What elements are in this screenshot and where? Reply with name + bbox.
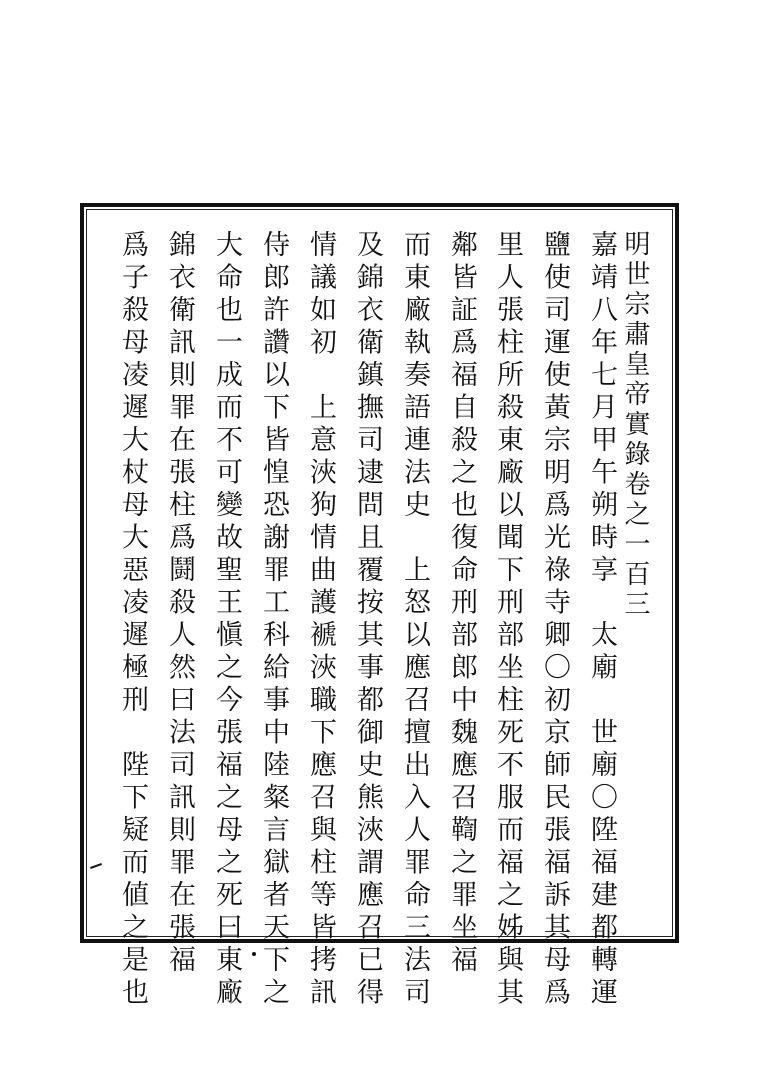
text-column: 而東廠執奏語連法史 上怒以應召擅出入人罪命三法司: [399, 230, 430, 1010]
text-column: 里人張柱所殺東廠以聞下刑部坐柱死不服而福之姊與其: [492, 230, 523, 1010]
text-column: 鄰皆証爲福自殺之也復命刑部郎中魏應召鞫之罪坐福: [446, 230, 477, 978]
text-column: 鹽使司運使黃宗明爲光祿寺卿〇初京師民張福訴其母爲: [539, 230, 570, 1010]
text-column: 嘉靖八年七月甲午朔時享 太廟 世廟〇陞福建都轉運: [586, 230, 617, 1010]
text-column: 爲子殺母凌遲大杖母大惡凌遲極刑 陛下疑而値之是也: [117, 230, 148, 1010]
text-column: 錦衣衛訊則罪在張柱爲鬪殺人然曰法司訊則罪在張福: [164, 230, 195, 978]
page-header-title: 明世宗肅皇帝實錄卷之一百三: [620, 230, 650, 620]
text-column: 及錦衣衛鎮撫司逮問且覆按其事都御史熊浹謂應召已得: [352, 230, 383, 1010]
text-column: 情議如初 上意浹狗情曲護褫浹職下應召與柱等皆拷訊: [305, 230, 336, 1010]
text-column: 大命也一成而不可變故聖王愼之今張福之母之死曰東廠: [211, 230, 242, 1010]
text-column: 侍郎許讚以下皆惶恐謝罪工科給事中陸粲言獄者天下之: [258, 230, 289, 1010]
scan-speck: [252, 952, 256, 956]
